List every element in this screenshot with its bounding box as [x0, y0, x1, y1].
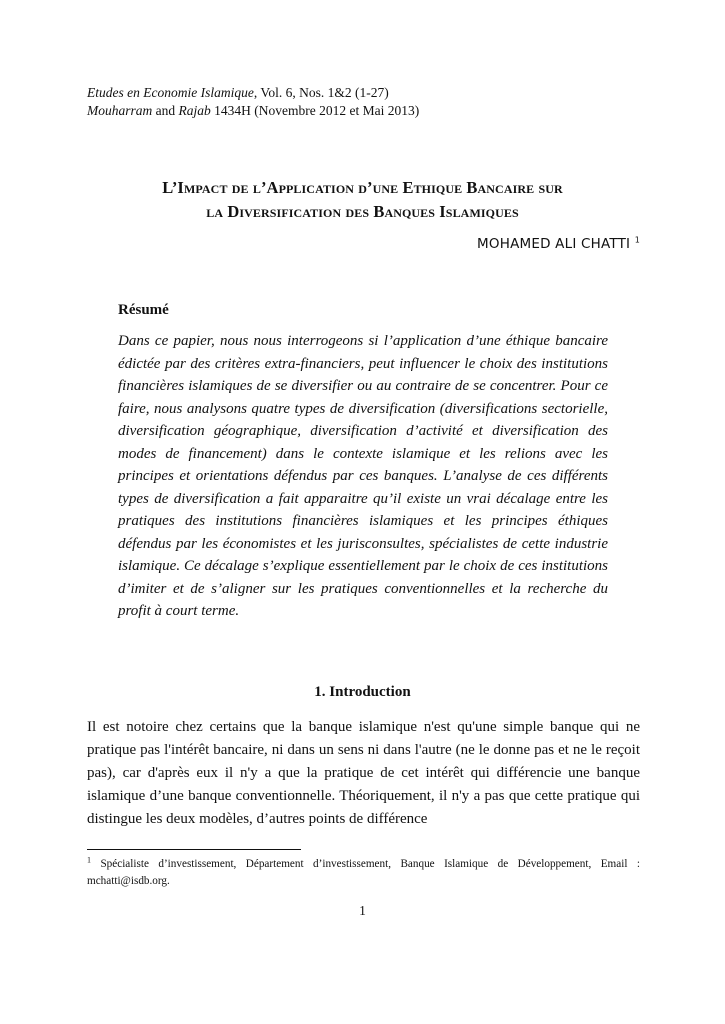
footnote-text: Spécialiste d’investissement, Département d’investissement, Banque Islamique de Développement, Email : mchatti@isdb.org. — [87, 858, 640, 887]
journal-citation — [87, 84, 419, 120]
author-name: MOHAMED ALI CHATTI — [477, 236, 631, 252]
journal-name: Etudes en Economie Islamique — [87, 85, 254, 100]
footnote-divider — [87, 849, 301, 850]
abstract-heading: Résumé — [118, 302, 169, 318]
abstract-text: Dans ce papier, nous nous interrogeons si l’application d’une éthique bancaire édictée par des critères extra-financiers, peut influencer le choix des institutions financières islamiques de se diversifier ou au contraire de se concentrer. Pour ce faire, nous analysons quatre types de diversification (diversifications sectorielle, diversification géographique, diversification d’activité et diversification des modes de financement) dans le contexte islamique et les relions avec les principes et orientations défendus par ces banques. L’analyse de ces différents types de diversification a fait apparaitre qu’il existe un vrai décalage entre les pratiques des institutions financières islamiques et les principes éthiques défendus par les économistes et les jurisconsultes, spécialistes de cette industrie islamique. Ce décalage s’explique essentiellement par le choix de ces institutions d’imiter et de s’aligner sur les pratiques conventionnelles et la recherche du profit à court terme. — [118, 333, 608, 619]
author-footnote-mark: 1 — [634, 235, 640, 245]
footnote-mark: 1 — [87, 855, 91, 865]
journal-line-1 — [87, 84, 419, 102]
title-line-2: la Diversification des Banques Islamiques — [206, 202, 519, 221]
introduction-heading: 1. Introduction — [314, 684, 411, 700]
journal-and: and — [152, 103, 179, 118]
title-line-1: L’Impact de l’Application d’une Ethique Bancaire sur — [162, 178, 563, 197]
author — [477, 236, 640, 252]
paper-title — [60, 176, 665, 224]
introduction-text: Il est notoire chez certains que la banque islamique n'est qu'une simple banque qui ne pratique pas l'intérêt bancaire, ni dans un sens ni dans l'autre (ne le donne pas et ne le reçoit pas), car d'après eux il n'y a que la pratique de cet intérêt qui différencie une banque islamique d’une banque conventionnelle. Théoriquement, il n'y a pas que cette pratique qui distingue les deux modèles, d’autres points de différence — [87, 719, 640, 827]
journal-line-2 — [87, 102, 419, 120]
footnote — [87, 856, 640, 890]
journal-date: 1434H (Novembre 2012 et Mai 2013) — [210, 103, 420, 118]
journal-volume: , Vol. 6, Nos. 1&2 (1-27) — [253, 85, 389, 100]
journal-month-2: Rajab — [178, 103, 211, 118]
page-number: 1 — [359, 903, 366, 918]
journal-month-1: Mouharram — [87, 103, 153, 118]
